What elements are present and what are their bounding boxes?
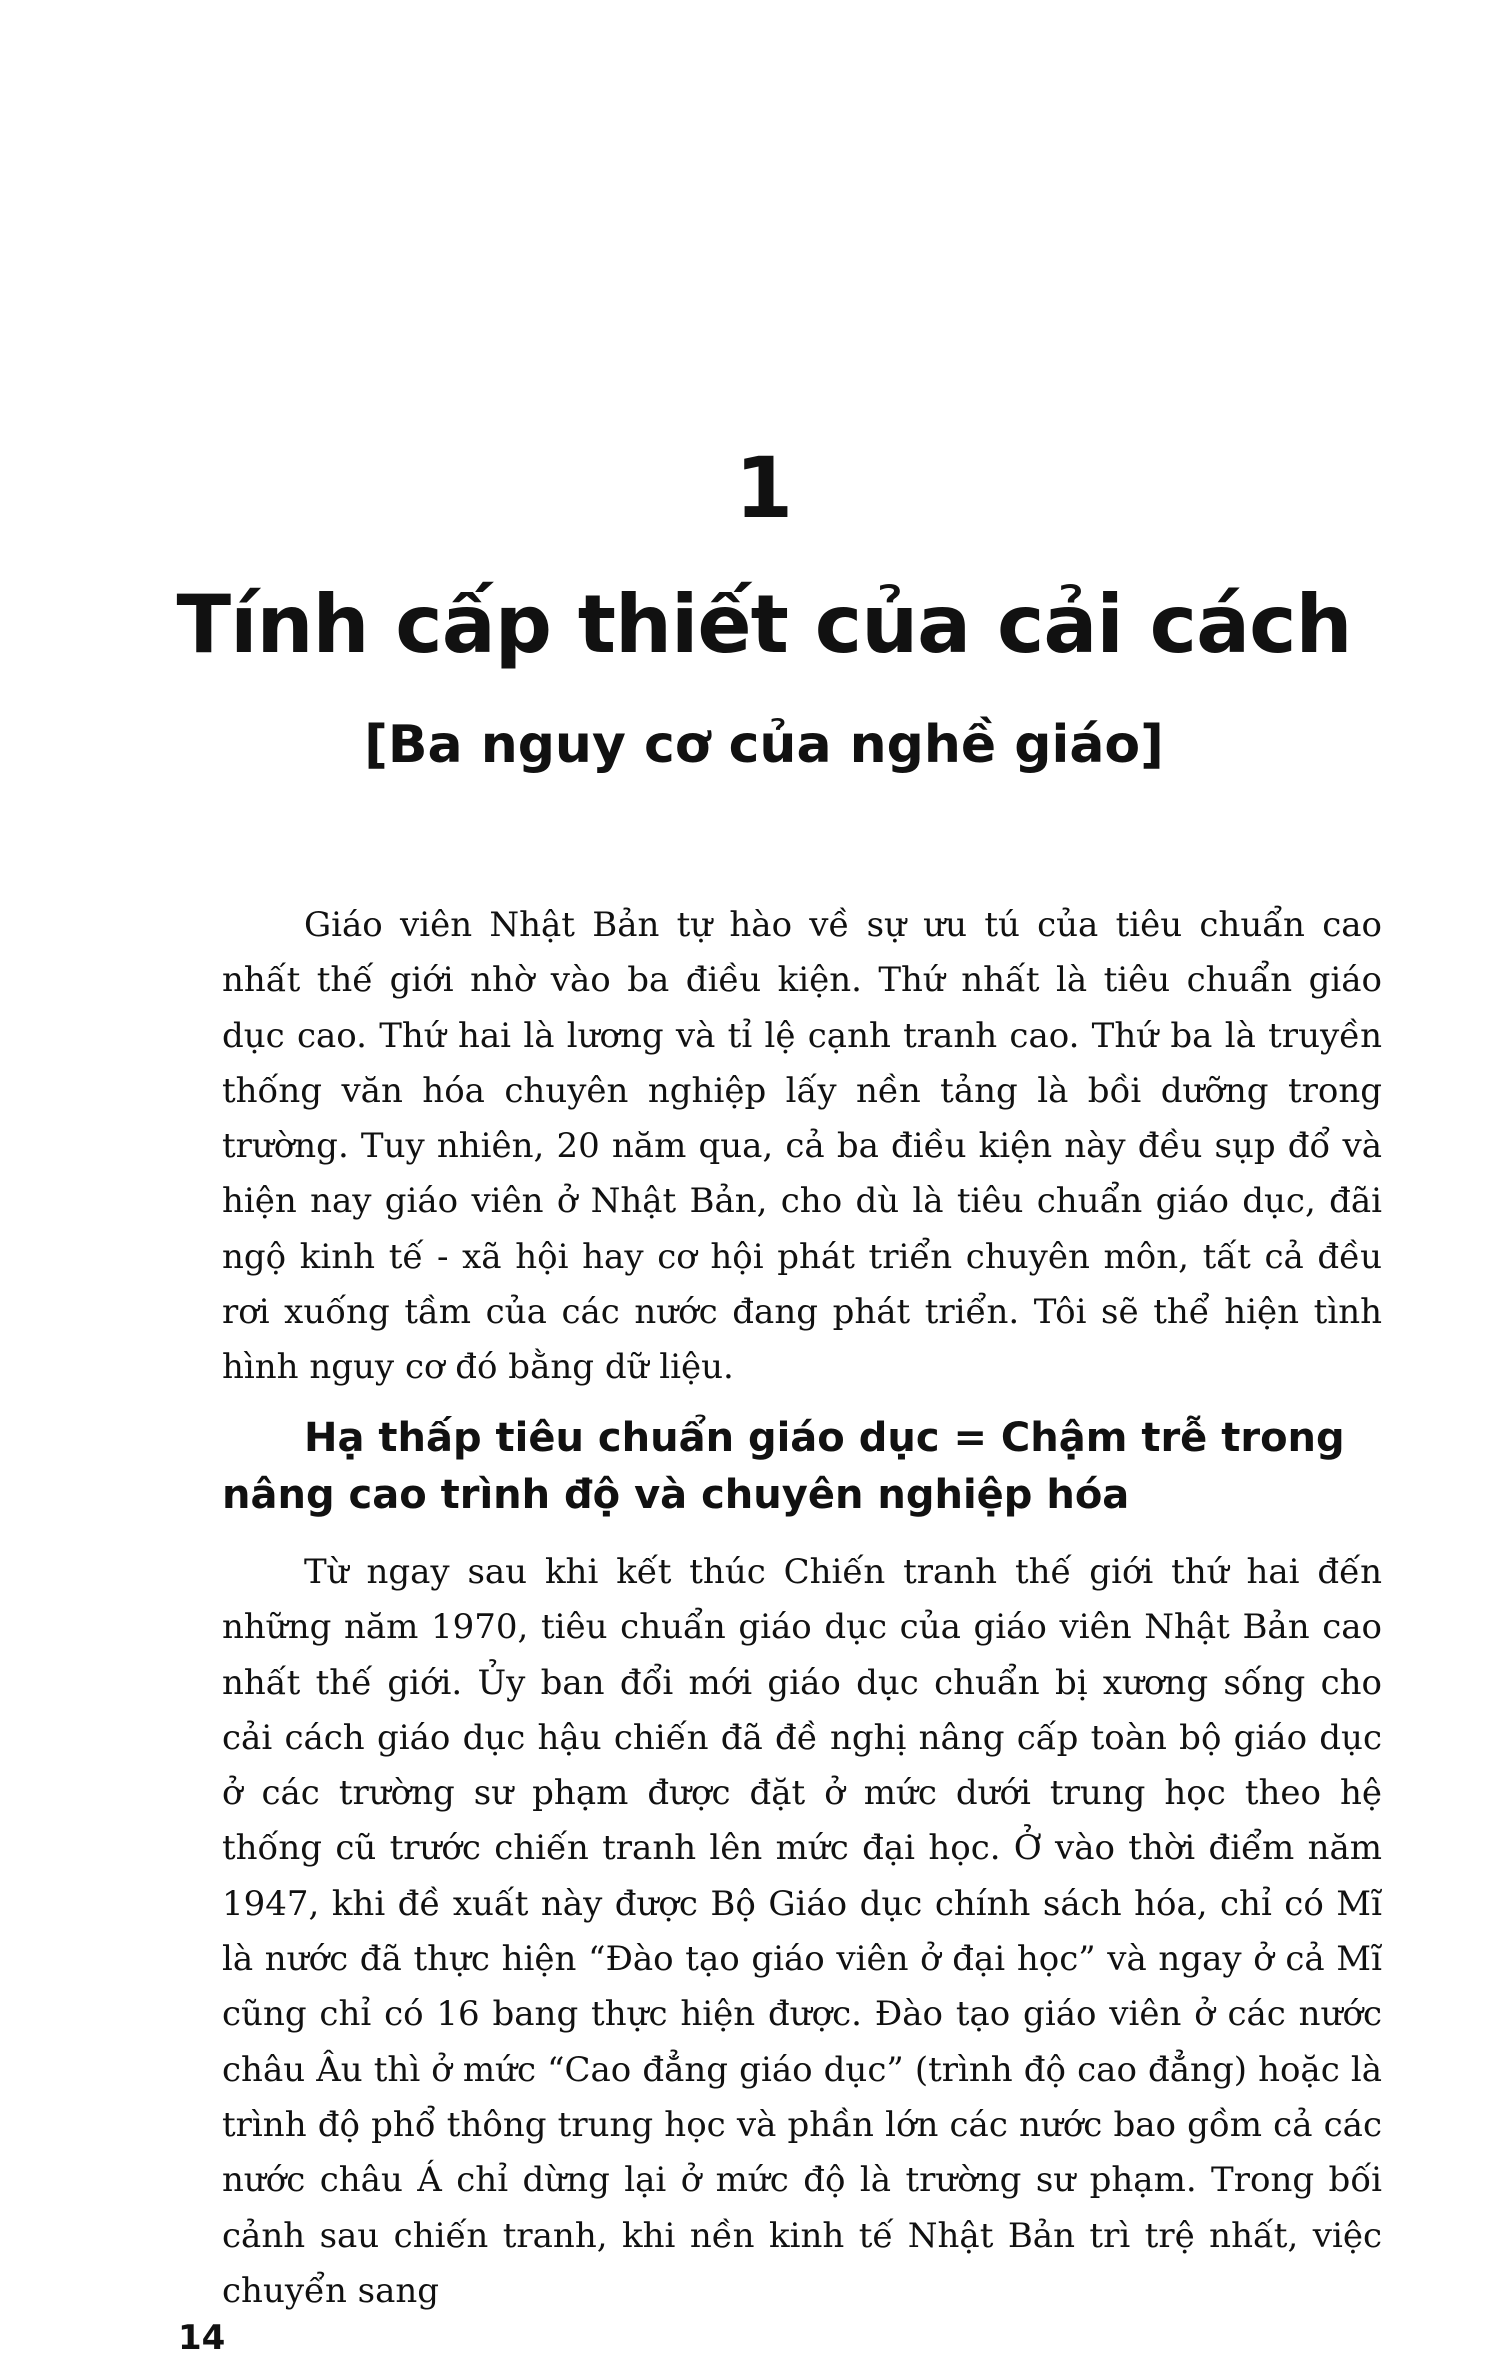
- section-paragraph: Từ ngay sau khi kết thúc Chiến tranh thế giới thứ hai đến những năm 1970, tiêu chuẩn giáo dục của giáo viên Nhật Bản cao nhất thế giới. Ủy ban đổi mới giáo dục chuẩn bị xương sống cho cải cách giáo dục hậu chiến đã đề nghị nâng cấp toàn bộ giáo dục ở các trường sư phạm được đặt ở mức dưới trung học theo hệ thống cũ trước chiến tranh lên mức đại học. Ở vào thời điểm năm 1947, khi đề xuất này được Bộ Giáo dục chính sách hóa, chỉ có Mĩ là nước đã thực hiện “Đào tạo giáo viên ở đại học” và ngay ở cả Mĩ cũng chỉ có 16 bang thực hiện được. Đào tạo giáo viên ở các nước châu Âu thì ở mức “Cao đẳng giáo dục” (trình độ cao đẳng) hoặc là trình độ phổ thông trung học và phần lớn các nước bao gồm cả các nước châu Á chỉ dừng lại ở mức độ là trường sư phạm. Trong bối cảnh sau chiến tranh, khi nền kinh tế Nhật Bản trì trệ nhất, việc chuyển sang: [222, 1552, 1382, 2311]
- chapter-title: Tính cấp thiết của cải cách: [176, 578, 1352, 671]
- chapter-subtitle: [Ba nguy cơ của nghề giáo]: [364, 715, 1164, 775]
- intro-paragraph: Giáo viên Nhật Bản tự hào về sự ưu tú của tiêu chuẩn cao nhất thế giới nhờ vào ba điều kiện. Thứ nhất là tiêu chuẩn giáo dục cao. Thứ hai là lương và tỉ lệ cạnh tranh cao. Thứ ba là truyền thống văn hóa chuyên nghiệp lấy nền tảng là bồi dưỡng trong trường. Tuy nhiên, 20 năm qua, cả ba điều kiện này đều sụp đổ và hiện nay giáo viên ở Nhật Bản, cho dù là tiêu chuẩn giáo dục, đãi ngộ kinh tế - xã hội hay cơ hội phát triển chuyên môn, tất cả đều rơi xuống tầm của các nước đang phát triển. Tôi sẽ thể hiện tình hình nguy cơ đó bằng dữ liệu.: [222, 905, 1382, 1388]
- section-heading: Hạ thấp tiêu chuẩn giáo dục = Chậm trễ trong nâng cao trình độ và chuyên nghiệp hóa: [222, 1415, 1345, 1518]
- page-number: 14: [178, 2318, 226, 2358]
- chapter-number: 1: [734, 439, 794, 537]
